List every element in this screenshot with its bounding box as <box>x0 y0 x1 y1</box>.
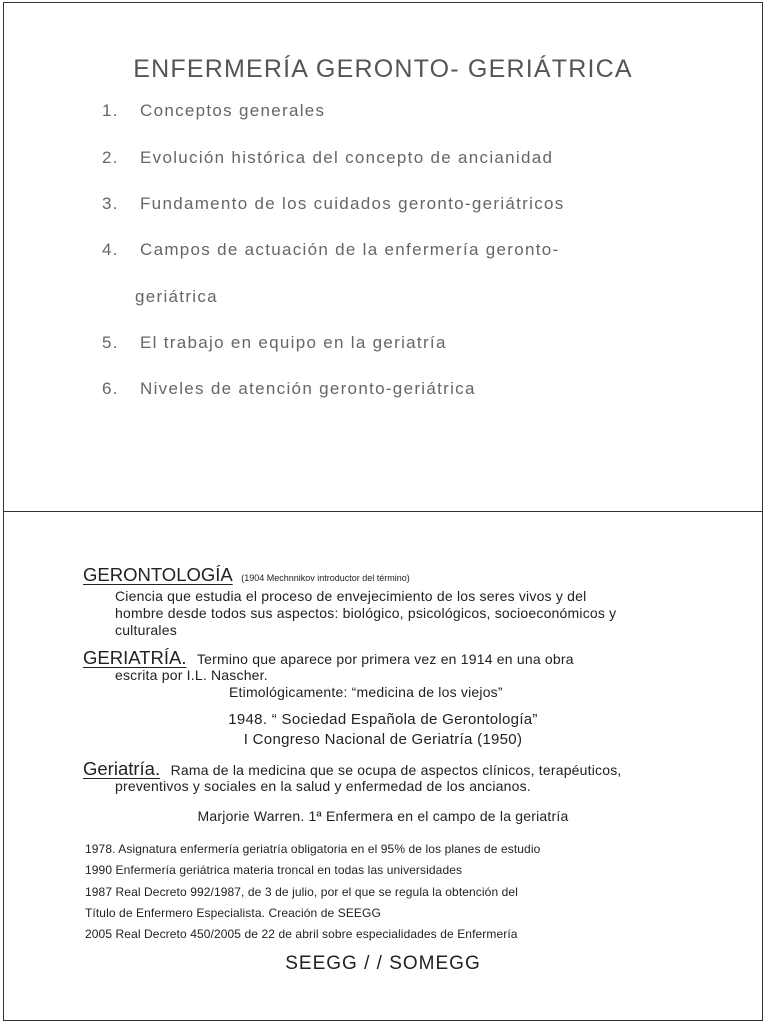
slide-1 <box>3 2 763 512</box>
gerontologia-definition-line: hombre desde todos sus aspectos: biológico, psicológicos, socioeconómicos y <box>115 605 617 621</box>
etimologia-line: Etimológicamente: “medicina de los viejos” <box>229 684 503 700</box>
list-number: 5. <box>102 333 119 352</box>
list-number: 2. <box>102 148 119 167</box>
list-item <box>102 101 325 121</box>
event-line: 1948. “ Sociedad Española de Gerontología” <box>228 711 538 728</box>
list-item <box>102 379 476 399</box>
slide-title: ENFERMERÍA GERONTO- GERIÁTRICA <box>133 55 633 83</box>
geriatria-definition-heading: Geriatría. <box>83 758 161 779</box>
timeline-line: Título de Enfermero Especialista. Creación de SEEGG <box>85 906 381 920</box>
geriatria-heading-row <box>83 647 574 669</box>
list-item <box>102 148 553 168</box>
warren-line: Marjorie Warren. 1ª Enfermera en el campo de la geriatría <box>197 808 569 824</box>
event-line: I Congreso Nacional de Geriatría (1950) <box>243 731 523 748</box>
timeline-line: 1990 Enfermería geriátrica materia troncal en todas las universidades <box>85 863 463 877</box>
list-item <box>102 240 559 260</box>
gerontologia-heading-row <box>83 564 410 586</box>
list-number: 1. <box>102 101 119 120</box>
geriatria-text: Termino que aparece por primera vez en 1914 en una obra <box>196 651 574 667</box>
slide-2 <box>3 511 763 1021</box>
gerontologia-definition-line: Ciencia que estudia el proceso de envejecimiento de los seres vivos y del <box>115 588 587 604</box>
timeline-line: 1978. Asignatura enfermería geriatría obligatoria en el 95% de los planes de estudio <box>85 842 541 856</box>
geriatria-definition-text: Rama de la medicina que se ocupa de aspectos clínicos, terapéuticos, <box>170 762 622 778</box>
list-text: Niveles de atención geronto-geriátrica <box>140 379 476 398</box>
list-number: 4. <box>102 240 119 259</box>
list-text: Evolución histórica del concepto de ancianidad <box>140 148 554 167</box>
timeline-line: 2005 Real Decreto 450/2005 de 22 de abril sobre especialidades de Enfermería <box>85 927 518 941</box>
geriatria-heading: GERIATRÍA. <box>83 647 187 668</box>
list-item-continuation: geriátrica <box>135 287 218 306</box>
list-text: El trabajo en equipo en la geriatría <box>140 333 447 352</box>
gerontologia-heading: GERONTOLOGÍA <box>83 564 233 585</box>
geriatria-text-line: escrita por I.L. Nascher. <box>115 667 268 683</box>
geriatria-definition-row <box>83 758 622 780</box>
list-text: Fundamento de los cuidados geronto-geriátricos <box>140 194 565 213</box>
footer-associations: SEEGG / / SOMEGG <box>285 953 481 974</box>
timeline-line: 1987 Real Decreto 992/1987, de 3 de julio, por el que se regula la obtención del <box>85 885 518 899</box>
gerontologia-note: (1904 Mechnnikov introductor del término) <box>241 573 410 583</box>
list-item <box>102 194 565 214</box>
list-number: 6. <box>102 379 119 398</box>
geriatria-definition-line: preventivos y sociales en la salud y enfermedad de los ancianos. <box>115 778 531 794</box>
list-number: 3. <box>102 194 119 213</box>
gerontologia-definition-line: culturales <box>115 622 177 638</box>
list-item <box>102 333 447 353</box>
list-text: Campos de actuación de la enfermería geronto- <box>140 240 560 259</box>
list-text: Conceptos generales <box>140 101 326 120</box>
